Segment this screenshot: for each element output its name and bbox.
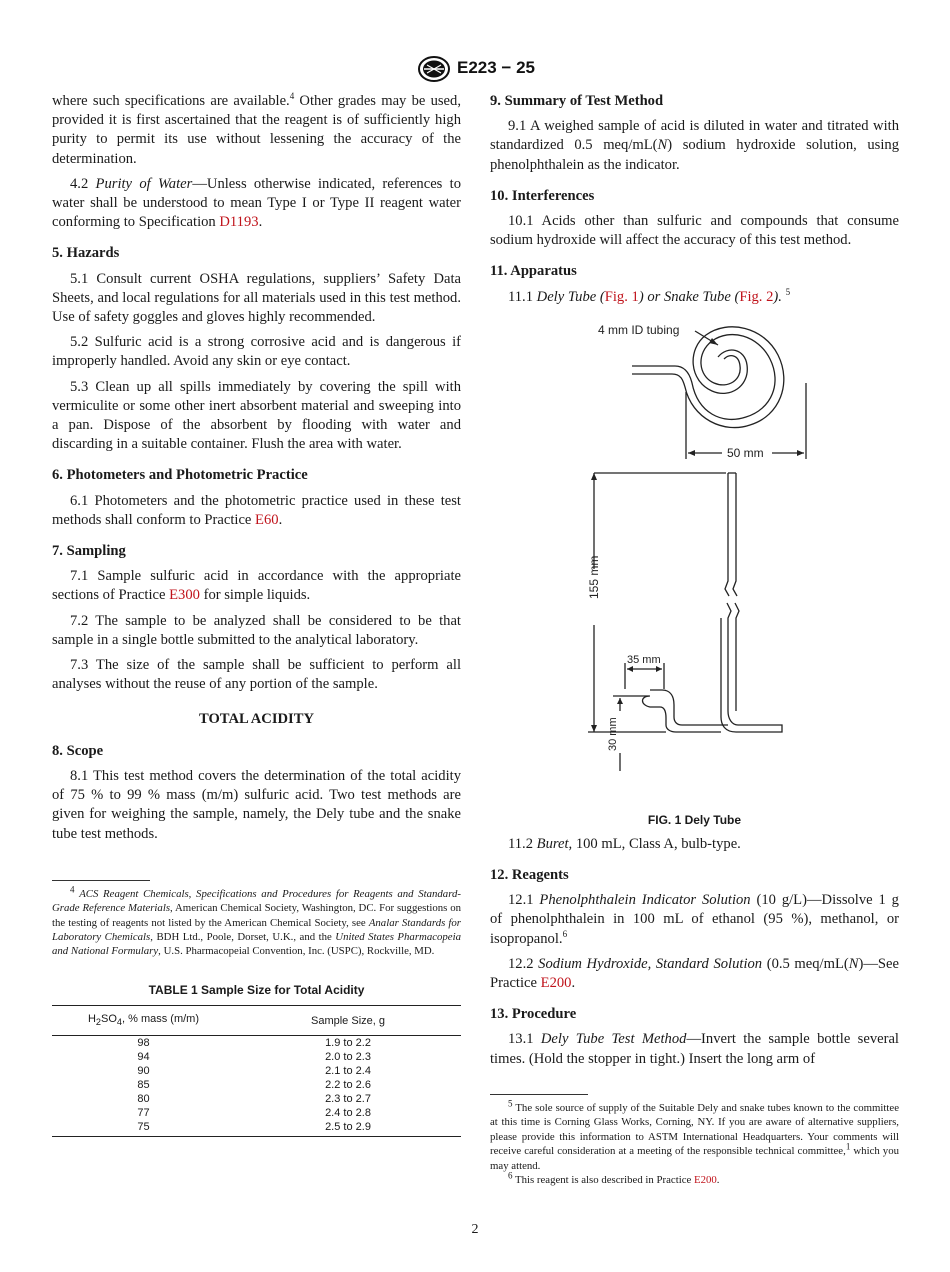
paragraph-11-1: 11.1 Dely Tube (Fig. 1) or Snake Tube (Fig. 2). $^5$ [508, 286, 791, 305]
table-row [52, 1050, 461, 1064]
label-155mm: 155 mm [587, 555, 601, 599]
paragraph-5-3: 5.3 Clean up all spills immediately by covering the spill with vermiculite or some other inert absorbent material and sweeping into a pan. Dispose of the absorbent by flooding with water and discarding in a suitable container. Flush the area with water. [52, 378, 461, 453]
paragraph-4-1-continued: where such specifications are available.$^4$ Other grades may be used, provided it is first ascertained that the reagent is of sufficiently high purity to permit its use without lessening the accuracy of the determination. [52, 91, 461, 167]
column-header-sample-size: Sample Size, g [235, 1005, 461, 1035]
table-cell: 90 [137, 1065, 150, 1078]
table-cell: 94 [137, 1051, 150, 1064]
footnote-6: $^6$ This reagent is also described in Practice E200. [508, 1170, 720, 1187]
table-row [52, 1106, 461, 1120]
table-cell: 2.5 to 2.9 [235, 1120, 461, 1137]
table-cell: 85 [137, 1079, 150, 1092]
paragraph-10-1: 10.1 Acids other than sulfuric and compounds that consume sodium hydroxide will affect the accuracy of this test method. [490, 213, 899, 249]
label-50mm: 50 mm [727, 445, 764, 460]
heading-sampling: 7. Sampling [52, 543, 126, 560]
link-e200[interactable]: E200 [540, 975, 572, 992]
table-cell: 77 [137, 1107, 150, 1120]
paragraph-7-1: 7.1 Sample sulfuric acid in accordance with the appropriate sections of Practice E300 for simple liquids. [52, 568, 461, 604]
table-row [52, 1120, 461, 1137]
left-column [52, 92, 461, 1137]
table-cell: 80 [137, 1093, 150, 1106]
link-e300[interactable]: E300 [169, 587, 200, 604]
table-cell: 2.1 to 2.4 [325, 1065, 371, 1078]
link-e60[interactable]: E60 [255, 511, 279, 528]
paragraph-4-2: 4.2 Purity of Water—Unless otherwise indicated, references to water shall be understood to mean Type I or Type II reagent water conforming to Specification D1193. [52, 175, 461, 231]
footnote-rule [52, 880, 150, 881]
link-e200-footnote[interactable]: E200 [694, 1174, 717, 1187]
label-tubing: 4 mm ID tubing [598, 322, 680, 337]
table-cell: 1.9 to 2.2 [325, 1037, 371, 1050]
table-cell: 2.0 to 2.3 [325, 1051, 371, 1064]
table-row [52, 1078, 461, 1092]
footnote-4: $^4$ ACS Reagent Chemicals, Specifications and Procedures for Reagents and Standard-Grade Reference Materials, American Chemical Society, Washington, DC. For suggestions on the testing of reagents not listed by the American Chemical Society, see Analar Standards for Laboratory Chemicals, BDH Ltd., Poole, Dorset, U.K., and the United States Pharmacopeia and National Formulary, U.S. Pharmacopeial Convention, Inc. (USPC), Rockville, MD. [52, 884, 462, 958]
heading-summary: 9. Summary of Test Method [490, 93, 664, 109]
paragraph-7-3: 7.3 The size of the sample shall be sufficient to perform all analyses without the reuse of any portion of the sample. [52, 657, 461, 693]
table-1-title: TABLE 1 Sample Size for Total Acidity [148, 982, 365, 997]
heading-reagents: 12. Reagents [490, 867, 569, 884]
paragraph-11-2: 11.2 Buret, 100 mL, Class A, bulb-type. [508, 835, 741, 852]
column-header-mass: $H_2SO_4$, % mass (m/m) [52, 1005, 235, 1035]
paragraph-13-1: 13.1 Dely Tube Test Method—Invert the sample bottle several times. (Hold the stopper in tight.) Insert the long arm of [490, 1031, 899, 1067]
sample-size-table [52, 1005, 461, 1137]
heading-scope: 8. Scope [52, 742, 104, 759]
table-cell: 75 [52, 1120, 235, 1137]
table-cell: 2.4 to 2.8 [325, 1107, 371, 1120]
table-row [52, 1092, 461, 1106]
paragraph-9-1: 9.1 A weighed sample of acid is diluted in water and titrated with standardized 0.5 meq/mL(N) sodium hydroxide solution, using phenolphthalein as the indicator. [490, 118, 899, 173]
astm-logo-icon [416, 56, 452, 82]
spiral-tube-outer [632, 334, 775, 419]
paragraph-5-1: 5.1 Consult current OSHA regulations, suppliers’ Safety Data Sheets, and local regulations for all materials used in this test method. Use of safety goggles and gloves highly recommended. [52, 270, 461, 326]
heading-procedure: 13. Procedure [490, 1006, 577, 1023]
right-column [490, 92, 899, 1075]
table-cell: 98 [137, 1037, 150, 1050]
footnote-5: $^5$ The sole source of supply of the Suitable Dely and snake tubes known to the committee at this time is Corning Glass Works, Corning, NY. If you are aware of alternative suppliers, please provide this information to ASTM International Headquarters. Your comments will receive careful consideration at a meeting of the responsible technical committee,$^1$ which you may attend. [490, 1098, 900, 1172]
paragraph-6-1: 6.1 Photometers and the photometric practice used in these test methods shall conform to Practice E60. [52, 492, 461, 528]
paragraph-12-1: 12.1 Phenolphthalein Indicator Solution (10 g/L)—Dissolve 1 g of phenolphthalein in 100 mL of ethanol (95 %), methanol, or isopropanol.$^6$ [490, 892, 899, 947]
paragraph-12-2: 12.2 Sodium Hydroxide, Standard Solution (0.5 meq/mL(N)—See Practice E200. [490, 955, 899, 992]
right-footnotes [490, 1094, 899, 1187]
standard-designation: E223 − 25 [457, 58, 535, 77]
spiral-tube-inner [632, 327, 784, 428]
link-fig-1[interactable]: Fig. 1 [604, 288, 639, 305]
label-35mm: 35 mm [627, 653, 661, 666]
dely-tube-diagram [490, 313, 899, 809]
section-title-total-acidity: TOTAL ACIDITY [198, 711, 315, 728]
footnote-rule [490, 1094, 588, 1095]
table-row [52, 1036, 461, 1051]
page-number: 2 [471, 1222, 479, 1237]
figure-caption: FIG. 1 Dely Tube [647, 812, 742, 827]
label-30mm: 30 mm [607, 717, 619, 751]
heading-photometers: 6. Photometers and Photometric Practice [52, 467, 308, 484]
table-row [52, 1064, 461, 1078]
paragraph-7-2: 7.2 The sample to be analyzed shall be considered to be that sample in a single bottle submitted to the analytical laboratory. [52, 612, 461, 648]
table-cell: 2.3 to 2.7 [325, 1093, 371, 1106]
link-d1193[interactable]: D1193 [219, 214, 259, 231]
page-header [0, 56, 950, 84]
heading-apparatus: 11. Apparatus [490, 263, 577, 280]
heading-interferences: 10. Interferences [490, 187, 595, 204]
paragraph-8-1: 8.1 This test method covers the determination of the total acidity of 75 % to 99 % mass (m/m) sulfuric acid. Two test methods are given for weighing the sample, namely, the Dely tube and the snake tube test methods. [52, 767, 461, 842]
link-fig-2[interactable]: Fig. 2 [739, 288, 774, 305]
figure-dely-tube [490, 313, 899, 827]
heading-hazards: 5. Hazards [52, 245, 120, 262]
table-cell: 2.2 to 2.6 [325, 1079, 371, 1092]
paragraph-5-2: 5.2 Sulfuric acid is a strong corrosive acid and is dangerous if improperly handled. Avoid any skin or eye contact. [52, 334, 461, 370]
